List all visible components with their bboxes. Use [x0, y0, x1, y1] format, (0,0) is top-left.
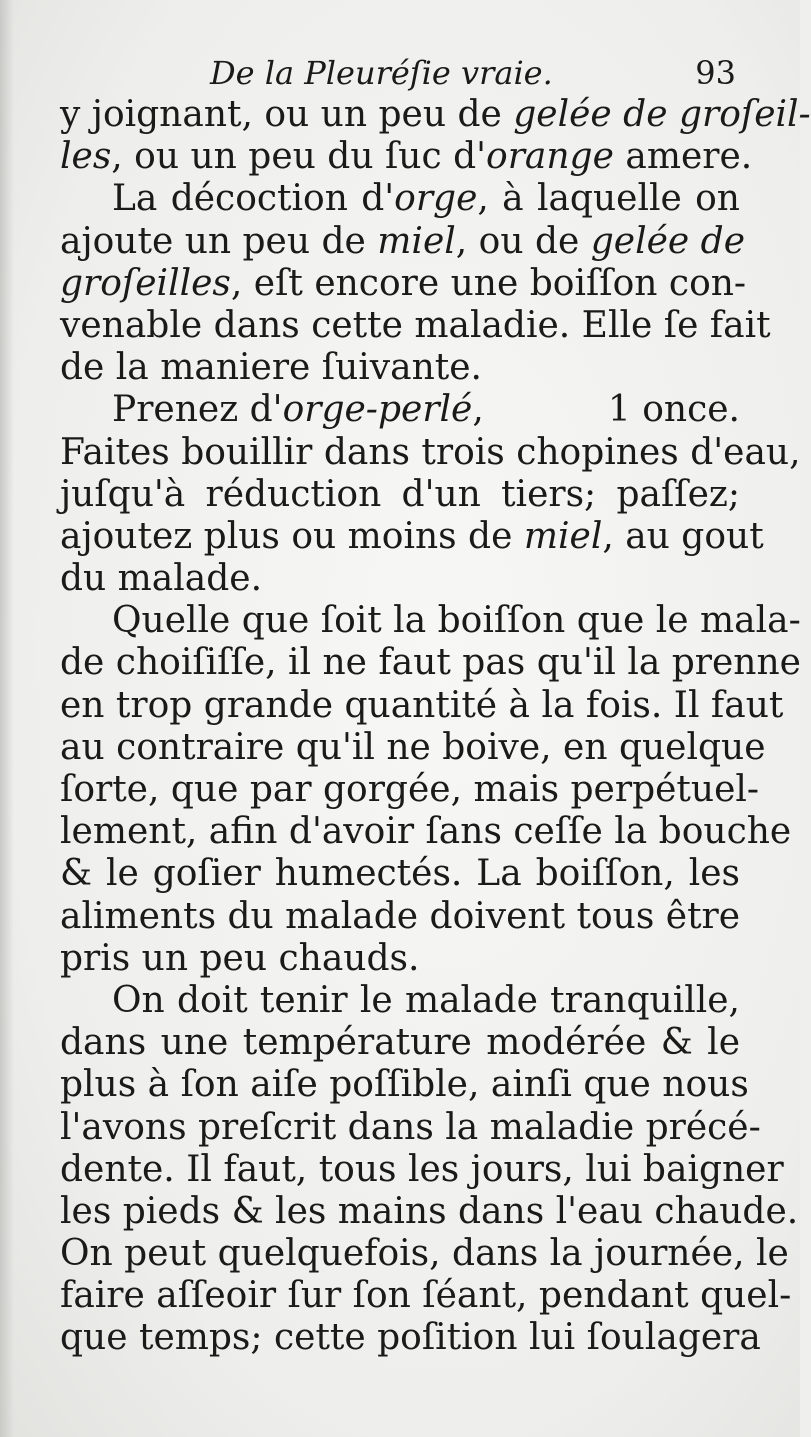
page-text-block — [60, 52, 811, 1360]
running-header — [60, 52, 740, 94]
text-line: au contraire qu'il ne boive, en quelque — [60, 726, 766, 768]
running-title: De la Pleuréſie vraie. — [210, 54, 553, 92]
text-line: juſqu'à réduction d'un tiers; paſſez; — [60, 473, 740, 515]
text-line: les, ou un peu du ſuc d'orange amere. — [60, 136, 753, 178]
text-line: Quelle que ſoit la boiſſon que le mala- — [112, 600, 801, 642]
text-line: les pieds & les mains dans l'eau chaude. — [60, 1190, 799, 1232]
text-line: venable dans cette maladie. Elle ſe fait — [60, 304, 771, 346]
text-line: de choiſiſſe, il ne faut pas qu'il la prenne — [60, 642, 801, 684]
text-line: La décoction d'orge, à laquelle on — [112, 178, 740, 220]
text-line: dans une température modérée & le — [60, 1022, 740, 1064]
text-line: Faites bouillir dans trois chopines d'eau, — [60, 431, 801, 473]
text-line: ſorte, que par gorgée, mais perpétuel- — [60, 769, 760, 810]
recipe-line: Prenez d'orge-perlé, 1 once. — [112, 389, 740, 431]
text-line: aliments du malade doivent tous être — [60, 895, 741, 937]
text-line: ajoute un peu de miel, ou de gelée de — [60, 220, 746, 262]
text-line: On peut quelquefois, dans la journée, le — [60, 1233, 789, 1275]
text-line: ajoutez plus ou moins de miel, au gout — [60, 515, 764, 557]
body-text — [60, 94, 811, 1360]
text-line: du malade. — [60, 558, 263, 600]
text-line: y joignant, ou un peu de gelée de groſeil- — [60, 94, 811, 135]
page-number: 93 — [695, 54, 736, 92]
text-line: groſeilles, eſt encore une boiſſon con- — [60, 262, 747, 304]
page-gutter-shadow — [0, 0, 14, 1437]
text-line: l'avons preſcrit dans la maladie précé- — [60, 1106, 761, 1148]
text-line: lement, afin d'avoir ſans ceſſe la bouche — [60, 811, 792, 853]
text-line: dente. Il faut, tous les jours, lui baigner — [60, 1148, 784, 1190]
text-line: de la maniere ſuivante. — [60, 347, 482, 389]
text-line: On doit tenir le malade tranquille, — [112, 979, 740, 1021]
text-line: & le goſier humectés. La boiſſon, les — [60, 853, 740, 895]
text-line: plus à ſon aiſe poſſible, ainſi que nous — [60, 1064, 749, 1106]
text-line: faire aſſeoir ſur ſon ſéant, pendant quel- — [60, 1275, 792, 1317]
recipe-quantity: 1 once. — [607, 389, 740, 431]
text-line: en trop grande quantité à la fois. Il faut — [60, 684, 784, 726]
text-line: que temps; cette poſition lui ſoulagera — [60, 1317, 761, 1359]
text-line: pris un peu chauds. — [60, 937, 420, 979]
